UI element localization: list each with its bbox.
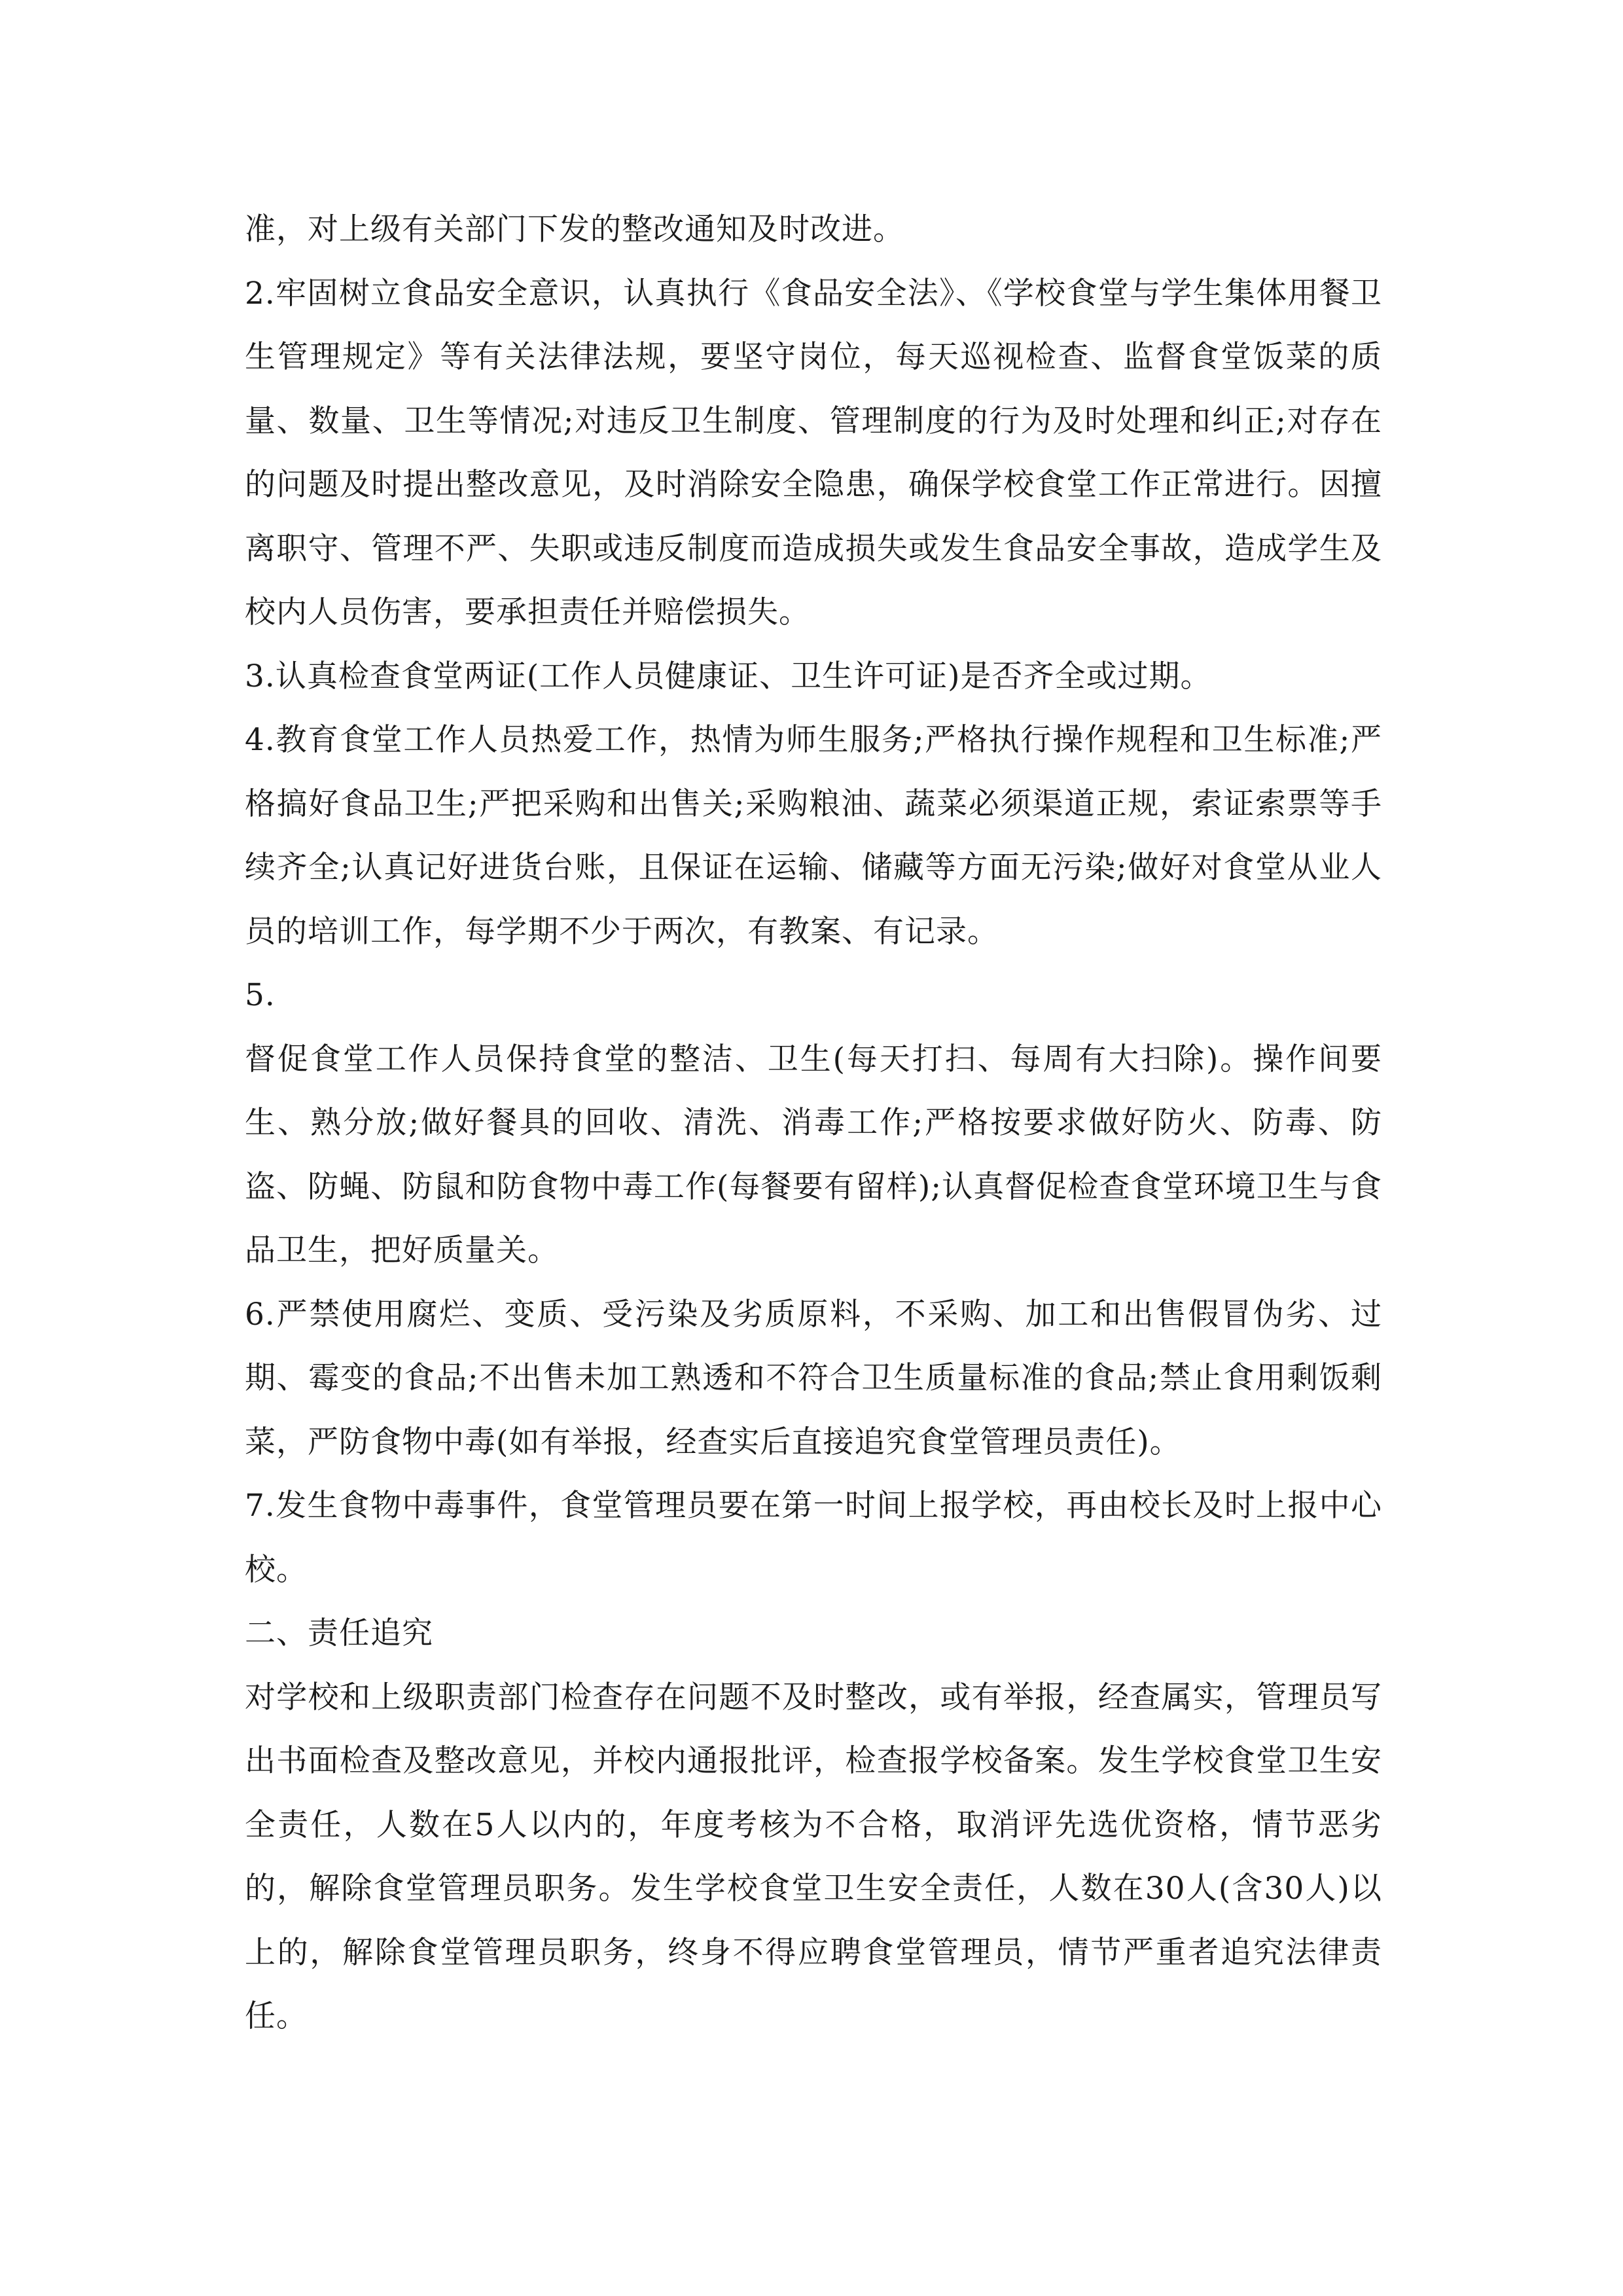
paragraph-item-6: 6.严禁使用腐烂、变质、受污染及劣质原料，不采购、加工和出售假冒伪劣、过期、霉变的食品;不出售未加工熟透和不符合卫生质量标准的食品;禁止食用剩饭剩菜，严防食物中毒(如有举报，经查实后直接追究食堂管理员责任)。 bbox=[245, 1296, 1382, 1460]
document-body bbox=[245, 198, 1382, 2049]
paragraph-continuation: 准，对上级有关部门下发的整改通知及时改进。 bbox=[245, 211, 904, 247]
paragraph-responsibility: 对学校和上级职责部门检查存在问题不及时整改，或有举报，经查属实，管理员写出书面检查及整改意见，并校内通报批评，检查报学校备案。发生学校食堂卫生安全责任，人数在5人以内的，年度考核为不合格，取消评先选优资格，情节恶劣的，解除食堂管理员职务。发生学校食堂卫生安全责任，人数在30人(含30人)以上的，解除食堂管理员职务，终身不得应聘食堂管理员，情节严重者追究法律责任。 bbox=[245, 1679, 1382, 2034]
paragraph-item-5: 督促食堂工作人员保持食堂的整洁、卫生(每天打扫、每周有大扫除)。操作间要生、熟分放;做好餐具的回收、清洗、消毒工作;严格按要求做好防火、防毒、防盗、防蝇、防鼠和防食物中毒工作(每餐要有留样);认真督促检查食堂环境卫生与食品卫生，把好质量关。 bbox=[245, 1041, 1382, 1268]
section-heading-responsibility: 二、责任追究 bbox=[245, 1615, 433, 1651]
paragraph-item-4: 4.教育食堂工作人员热爱工作，热情为师生服务;严格执行操作规程和卫生标准;严格搞好食品卫生;严把采购和出售关;采购粮油、蔬菜必须渠道正规，索证索票等手续齐全;认真记好进货台账，且保证在运输、储藏等方面无污染;做好对食堂从业人员的培训工作，每学期不少于两次，有教案、有记录。 bbox=[245, 722, 1382, 950]
paragraph-item-3: 3.认真检查食堂两证(工作人员健康证、卫生许可证)是否齐全或过期。 bbox=[245, 658, 1212, 694]
paragraph-item-5-number: 5. bbox=[245, 977, 276, 1013]
paragraph-item-2: 2.牢固树立食品安全意识，认真执行《食品安全法》、《学校食堂与学生集体用餐卫生管理规定》等有关法律法规，要坚守岗位，每天巡视检查、监督食堂饭菜的质量、数量、卫生等情况;对违反卫生制度、管理制度的行为及时处理和纠正;对存在的问题及时提出整改意见，及时消除安全隐患，确保学校食堂工作正常进行。因擅离职守、管理不严、失职或违反制度而造成损失或发生食品安全事故，造成学生及校内人员伤害，要承担责任并赔偿损失。 bbox=[245, 275, 1382, 630]
paragraph-item-7: 7.发生食物中毒事件，食堂管理员要在第一时间上报学校，再由校长及时上报中心校。 bbox=[245, 1488, 1382, 1588]
